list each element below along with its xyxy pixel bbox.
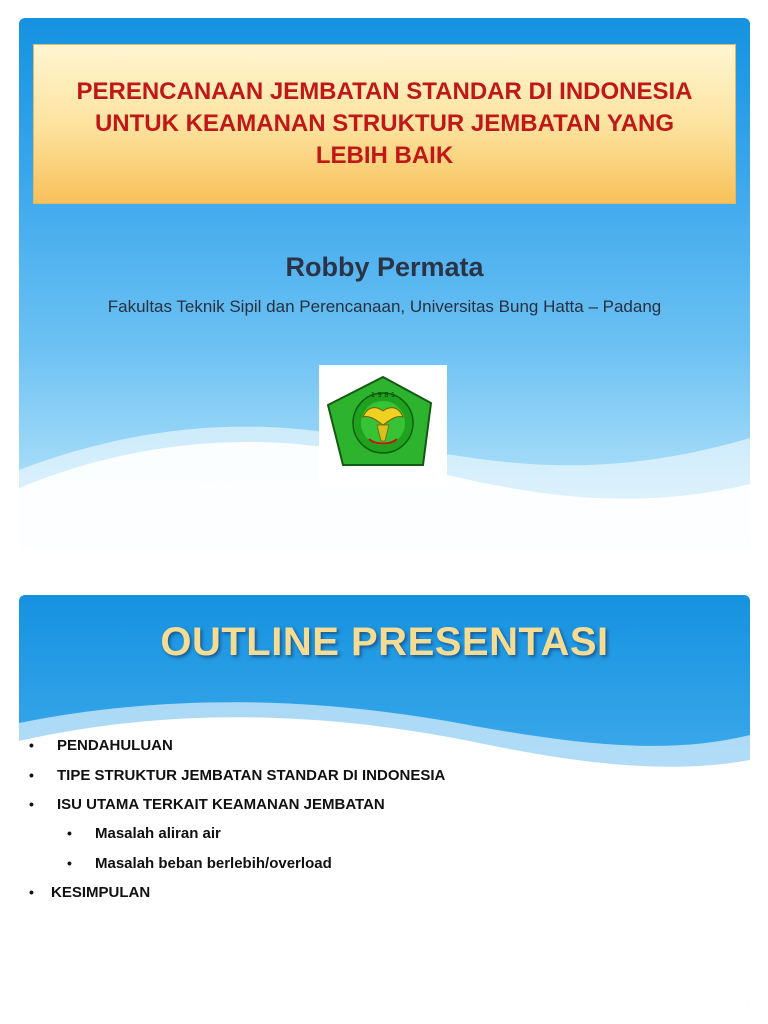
outline-item [29,767,445,784]
outline-item-label: PENDAHULUAN [57,737,173,754]
title-line: UNTUK KEAMANAN STRUKTUR JEMBATAN YANG [94,110,675,137]
outline-item [29,884,150,901]
outline-item-label: KESIMPULAN [51,884,151,901]
outline-title: OUTLINE PRESENTASI [160,620,609,664]
title-box [33,44,736,204]
title-line: PERENCANAAN JEMBATAN STANDAR DI INDONESIA [76,78,693,105]
university-logo [319,365,447,488]
outline-item-label: TIPE STRUKTUR JEMBATAN STANDAR DI INDONESIA [57,767,446,784]
outline-subitem-label: Masalah beban berlebih/overload [95,855,332,872]
outline-subitem [67,855,332,872]
outline-item-label: ISU UTAMA TERKAIT KEAMANAN JEMBATAN [57,796,385,813]
bullet-dot: • [67,855,72,871]
bullet-dot: • [67,825,72,841]
logo-year: 1 9 8 1 [370,391,396,399]
outline-item [29,737,173,754]
outline-subitem [67,825,221,842]
affiliation-text: Fakultas Teknik Sipil dan Perencanaan, Universitas Bung Hatta – Padang [107,297,662,316]
bullet-dot: • [29,767,34,783]
university-logo-icon [319,365,447,488]
outline-item [29,796,385,813]
outline-slide [19,595,750,1005]
outline-subitem-label: Masalah aliran air [95,825,221,842]
bullet-dot: • [29,737,34,753]
bullet-dot: • [29,884,34,900]
title-line: LEBIH BAIK [315,142,454,169]
slide-title [76,76,692,172]
author-name: Robby Permata [285,252,484,282]
title-slide [19,18,750,548]
bullet-dot: • [29,796,34,812]
